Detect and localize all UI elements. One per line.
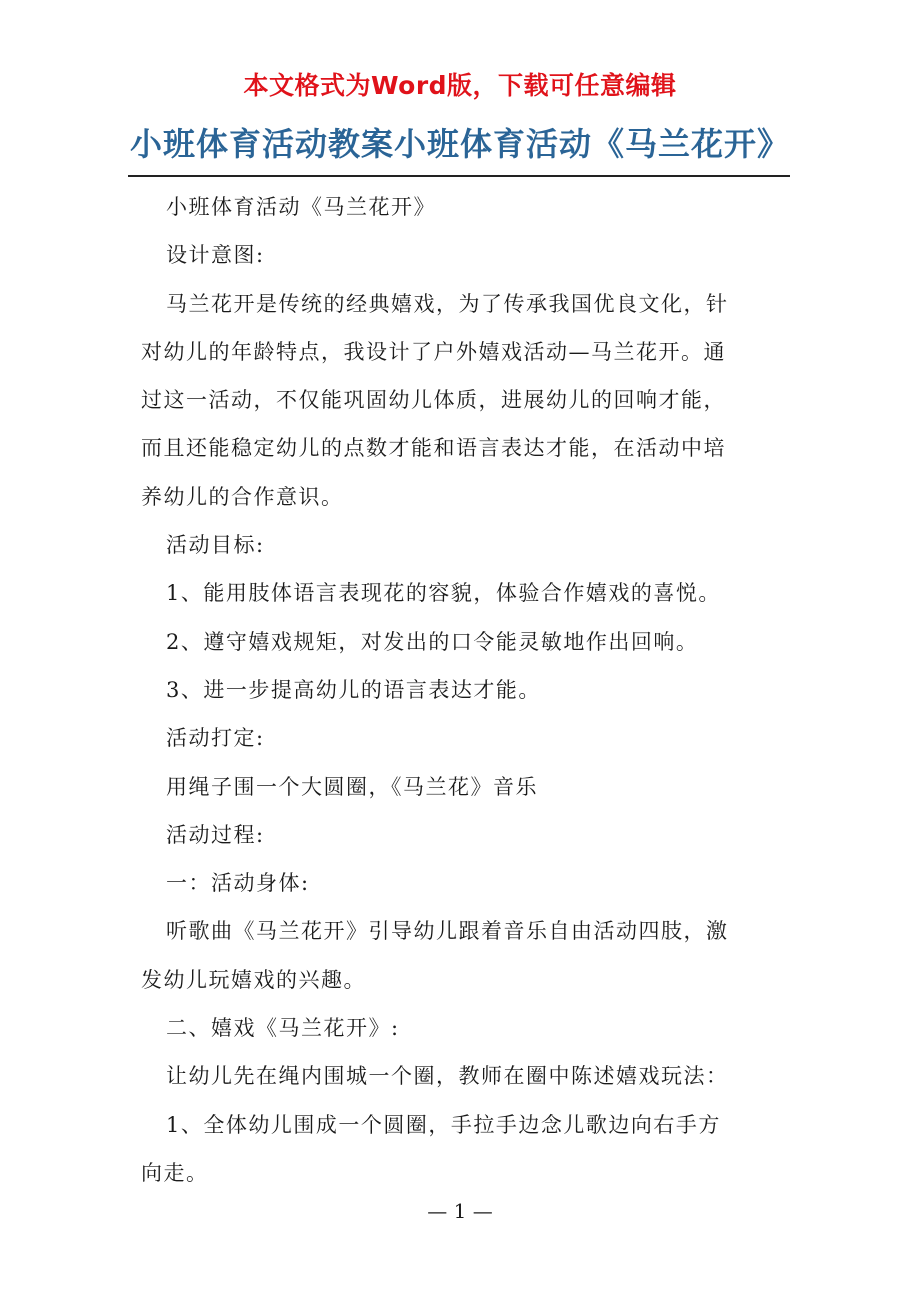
format-banner: 本文格式为Word版，下载可任意编辑 (243, 71, 677, 100)
page-number: — 1 — (427, 1199, 493, 1223)
paragraph-line: 活动过程: (166, 822, 265, 847)
paragraph-line: 对幼儿的年龄特点，我设计了户外嬉戏活动—马兰花开。通 (141, 339, 726, 364)
paragraph-line: 活动打定: (166, 726, 265, 751)
paragraph-line: 2、遵守嬉戏规矩，对发出的口令能灵敏地作出回响。 (166, 629, 699, 654)
paragraph-line: 一：活动身体: (166, 871, 310, 896)
paragraph-line: 过这一活动，不仅能巩固幼儿体质，进展幼儿的回响才能， (141, 388, 726, 413)
paragraph-line: 设计意图: (166, 243, 265, 268)
paragraph-line: 1、能用肢体语言表现花的容貌，体验合作嬉戏的喜悦。 (166, 581, 721, 606)
document-title: 小班体育活动教案小班体育活动《马兰花开》 (129, 125, 790, 163)
title-divider (128, 175, 790, 177)
paragraph-line: 向走。 (141, 1160, 209, 1185)
paragraph-line: 听歌曲《马兰花开》引导幼儿跟着音乐自由活动四肢，激 (166, 919, 729, 944)
paragraph-line: 二、嬉戏《马兰花开》: (166, 1016, 400, 1041)
paragraph-line: 用绳子围一个大圆圈，《马兰花》音乐 (166, 774, 538, 799)
paragraph-line: 让幼儿先在绳内围城一个圈，教师在圈中陈述嬉戏玩法： (166, 1064, 729, 1089)
paragraph-line: 3、进一步提高幼儿的语言表达才能。 (166, 677, 541, 702)
paragraph-line: 而且还能稳定幼儿的点数才能和语言表达才能，在活动中培 (141, 436, 726, 461)
paragraph-line: 1、全体幼儿围成一个圆圈，手拉手边念儿歌边向右手方 (166, 1112, 721, 1137)
paragraph-line: 小班体育活动《马兰花开》 (166, 195, 436, 219)
paragraph-line: 发幼儿玩嬉戏的兴趣。 (141, 967, 366, 992)
document-body (141, 183, 781, 1197)
paragraph-line: 活动目标: (166, 533, 265, 558)
paragraph-line: 马兰花开是传统的经典嬉戏，为了传承我国优良文化，针 (166, 291, 729, 316)
paragraph-line: 养幼儿的合作意识。 (141, 484, 344, 509)
